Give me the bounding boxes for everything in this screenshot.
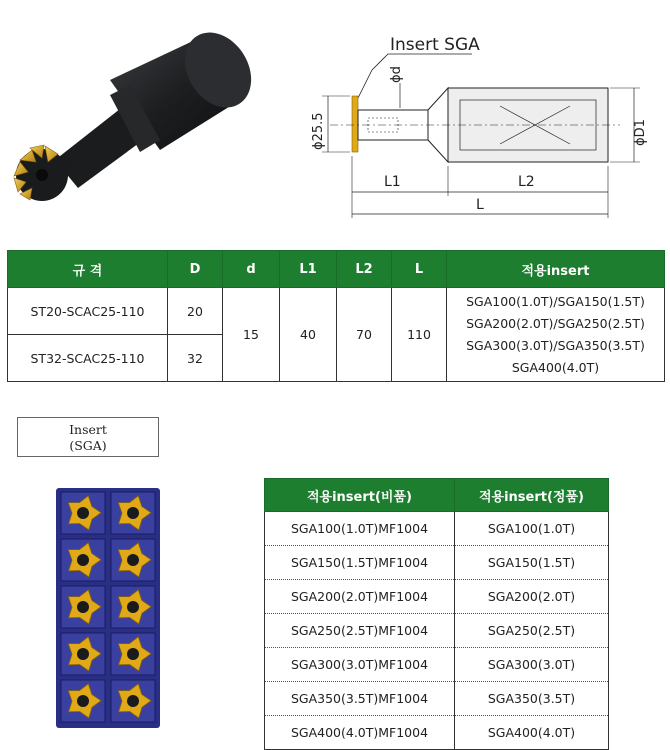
table-row [265, 682, 609, 716]
header-spec: 규 격 [8, 251, 168, 288]
technical-drawing [300, 28, 670, 228]
dim-L1-label: L1 [384, 174, 401, 190]
insert-tray-photo [56, 488, 160, 728]
header-insert: 적용insert [447, 251, 665, 288]
model-cell: ST32-SCAC25-110 [8, 335, 168, 382]
insert-line: SGA200(2.0T)/SGA250(2.5T) [466, 315, 645, 331]
dim-d-label: ϕd [389, 66, 404, 83]
D-cell: 32 [168, 335, 223, 382]
generic-insert-cell: SGA100(1.0T)MF1004 [265, 512, 455, 546]
genuine-insert-cell: SGA150(1.5T) [455, 546, 609, 580]
insert-line: SGA300(3.0T)/SGA350(3.5T) [466, 337, 645, 353]
generic-insert-cell: SGA200(2.0T)MF1004 [265, 580, 455, 614]
table-row [265, 580, 609, 614]
header-L1: L1 [280, 251, 337, 288]
L-cell: 110 [392, 288, 447, 382]
table-row [265, 648, 609, 682]
header-L2: L2 [337, 251, 392, 288]
generic-insert-cell: SGA300(3.0T)MF1004 [265, 648, 455, 682]
L2-cell: 70 [337, 288, 392, 382]
insert-line: SGA100(1.0T)/SGA150(1.5T) [466, 293, 645, 309]
D-cell: 20 [168, 288, 223, 335]
insert-line: SGA400(4.0T) [511, 359, 600, 375]
genuine-insert-cell: SGA400(4.0T) [455, 716, 609, 750]
insert-label-line2: (SGA) [69, 438, 107, 453]
L1-cell: 40 [280, 288, 337, 382]
table-row [265, 546, 609, 580]
header-L: L [392, 251, 447, 288]
generic-insert-cell: SGA250(2.5T)MF1004 [265, 614, 455, 648]
genuine-insert-cell: SGA200(2.0T) [455, 580, 609, 614]
generic-insert-cell: SGA350(3.5T)MF1004 [265, 682, 455, 716]
dim-25-label: ϕ25.5 [311, 112, 326, 150]
model-cell: ST20-SCAC25-110 [8, 288, 168, 335]
header-D: D [168, 251, 223, 288]
table-row [265, 614, 609, 648]
spec-header-row [8, 251, 665, 288]
table-row [8, 288, 665, 335]
genuine-insert-cell: SGA100(1.0T) [455, 512, 609, 546]
insert-label-line1: Insert [69, 422, 107, 437]
insert-label-box [17, 417, 159, 457]
insert-list-cell [447, 288, 665, 382]
genuine-insert-cell: SGA300(3.0T) [455, 648, 609, 682]
d-cell: 15 [223, 288, 280, 382]
dim-L2-label: L2 [518, 174, 535, 190]
header-d: d [223, 251, 280, 288]
product-header-row [265, 479, 609, 512]
dim-D1-label: ϕD1 [633, 119, 648, 146]
table-row [265, 716, 609, 750]
spec-table [7, 250, 665, 382]
genuine-insert-cell: SGA250(2.5T) [455, 614, 609, 648]
header-generic: 적용insert(비품) [265, 479, 455, 512]
genuine-insert-cell: SGA350(3.5T) [455, 682, 609, 716]
table-row [265, 512, 609, 546]
dim-L-label: L [476, 197, 484, 213]
product-table [264, 478, 609, 750]
header-genuine: 적용insert(정품) [455, 479, 609, 512]
generic-insert-cell: SGA150(1.5T)MF1004 [265, 546, 455, 580]
cutter-photo [0, 0, 290, 215]
generic-insert-cell: SGA400(4.0T)MF1004 [265, 716, 455, 750]
insert-callout: Insert SGA [390, 35, 480, 55]
